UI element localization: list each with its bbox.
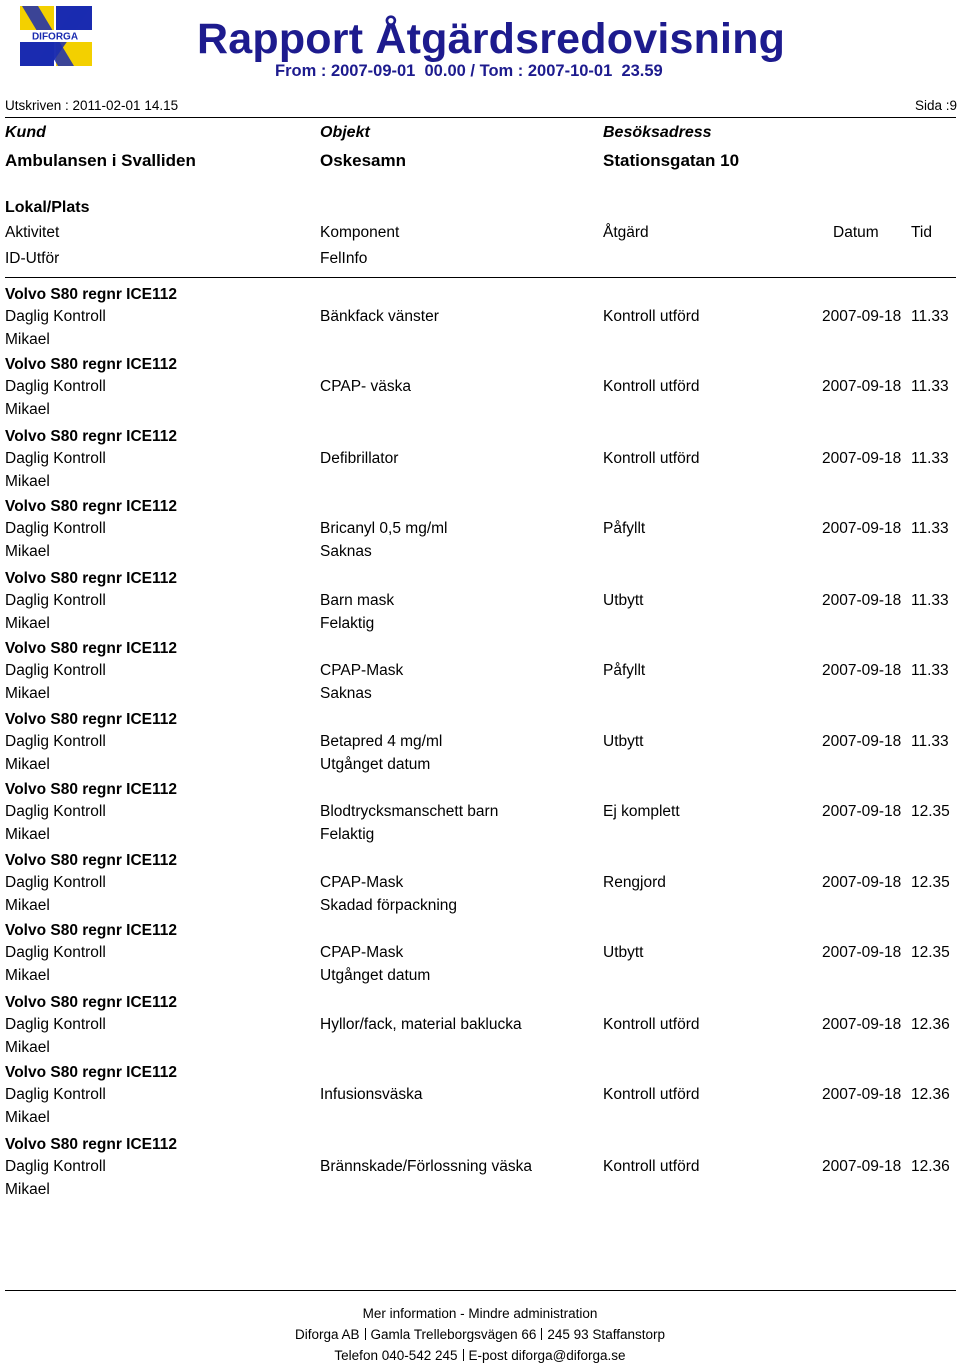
footer-separator xyxy=(463,1349,464,1361)
row-datum: 2007-09-18 xyxy=(822,662,902,679)
row-lokal: Volvo S80 regnr ICE112 xyxy=(5,1136,178,1153)
col-datum: Datum xyxy=(833,224,879,241)
row-komponent: Bänkfack vänster xyxy=(320,308,439,325)
row-datum: 2007-09-18 xyxy=(822,803,902,820)
row-datum: 2007-09-18 xyxy=(822,308,902,325)
footer-slogan: Mer information - Mindre administration xyxy=(362,1306,598,1321)
row-atgard: Kontroll utförd xyxy=(603,1158,700,1175)
footer-address xyxy=(0,1327,960,1342)
row-utfor: Mikael xyxy=(5,967,50,984)
footer-phone: Telefon 040-542 245 xyxy=(334,1348,458,1363)
row-lokal: Volvo S80 regnr ICE112 xyxy=(5,570,178,587)
row-komponent: Blodtrycksmanschett barn xyxy=(320,803,499,820)
row-komponent: CPAP- väska xyxy=(320,378,412,395)
row-utfor: Mikael xyxy=(5,1109,50,1126)
printed-date: Utskriven : 2011-02-01 14.15 xyxy=(5,98,179,113)
col-id-utfor: ID-Utför xyxy=(5,250,60,267)
row-aktivitet: Daglig Kontroll xyxy=(5,308,106,325)
to-label: Tom : xyxy=(479,62,524,80)
row-tid: 12.35 xyxy=(911,874,950,891)
row-tid: 11.33 xyxy=(911,662,949,679)
row-atgard: Kontroll utförd xyxy=(603,378,700,395)
row-tid: 12.35 xyxy=(911,944,950,961)
row-utfor: Mikael xyxy=(5,826,50,843)
row-aktivitet: Daglig Kontroll xyxy=(5,803,106,820)
report-title: Rapport Åtgärdsredovisning xyxy=(197,15,786,63)
row-utfor: Mikael xyxy=(5,543,50,560)
row-datum: 2007-09-18 xyxy=(822,944,902,961)
row-datum: 2007-09-18 xyxy=(822,1086,902,1103)
row-aktivitet: Daglig Kontroll xyxy=(5,520,106,537)
row-lokal: Volvo S80 regnr ICE112 xyxy=(5,356,178,373)
row-atgard: Utbytt xyxy=(603,592,644,609)
row-tid: 11.33 xyxy=(911,308,949,325)
row-datum: 2007-09-18 xyxy=(822,450,902,467)
to-value: 2007-10-01 23.59 xyxy=(527,62,663,80)
row-utfor: Mikael xyxy=(5,331,50,348)
row-lokal: Volvo S80 regnr ICE112 xyxy=(5,852,178,869)
row-felinfo: Skadad förpackning xyxy=(320,897,458,914)
row-felinfo: Felaktig xyxy=(320,615,375,632)
row-atgard: Utbytt xyxy=(603,733,644,750)
row-atgard: Rengjord xyxy=(603,874,666,891)
date-range xyxy=(275,62,663,81)
row-komponent: Bricanyl 0,5 mg/ml xyxy=(320,520,448,537)
row-atgard: Kontroll utförd xyxy=(603,1016,700,1033)
adress-value: Stationsgatan 10 xyxy=(603,151,740,170)
row-tid: 11.33 xyxy=(911,450,949,467)
row-lokal: Volvo S80 regnr ICE112 xyxy=(5,498,178,515)
row-tid: 11.33 xyxy=(911,378,949,395)
row-komponent: Hyllor/fack, material baklucka xyxy=(320,1016,522,1033)
row-tid: 12.36 xyxy=(911,1158,950,1175)
col-aktivitet: Aktivitet xyxy=(5,224,60,241)
row-komponent: CPAP-Mask xyxy=(320,662,404,679)
row-aktivitet: Daglig Kontroll xyxy=(5,874,106,891)
page-number: Sida :9 xyxy=(914,98,957,113)
row-lokal: Volvo S80 regnr ICE112 xyxy=(5,922,178,939)
row-datum: 2007-09-18 xyxy=(822,1016,902,1033)
footer-street: Gamla Trelleborgsvägen 66 xyxy=(370,1327,537,1342)
diforga-logo xyxy=(14,4,96,68)
footer-postal: 245 93 Staffanstorp xyxy=(547,1327,665,1342)
row-tid: 12.36 xyxy=(911,1016,950,1033)
row-tid: 11.33 xyxy=(911,520,949,537)
row-felinfo: Felaktig xyxy=(320,826,375,843)
from-label: From : xyxy=(275,62,327,80)
row-tid: 12.36 xyxy=(911,1086,950,1103)
col-tid: Tid xyxy=(911,224,932,241)
from-value: 2007-09-01 00.00 xyxy=(330,62,466,80)
row-lokal: Volvo S80 regnr ICE112 xyxy=(5,428,178,445)
row-felinfo: Utgånget datum xyxy=(320,967,431,984)
row-utfor: Mikael xyxy=(5,1039,50,1056)
row-utfor: Mikael xyxy=(5,401,50,418)
row-datum: 2007-09-18 xyxy=(822,1158,902,1175)
row-felinfo: Saknas xyxy=(320,685,372,702)
row-aktivitet: Daglig Kontroll xyxy=(5,944,106,961)
row-lokal: Volvo S80 regnr ICE112 xyxy=(5,711,178,728)
row-komponent: Defibrillator xyxy=(320,450,399,467)
footer-rule xyxy=(5,1290,956,1291)
row-atgard: Påfyllt xyxy=(603,520,646,537)
row-atgard: Kontroll utförd xyxy=(603,450,700,467)
row-datum: 2007-09-18 xyxy=(822,520,902,537)
row-atgard: Utbytt xyxy=(603,944,644,961)
row-tid: 11.33 xyxy=(911,733,949,750)
row-tid: 11.33 xyxy=(911,592,949,609)
row-utfor: Mikael xyxy=(5,897,50,914)
kund-value: Ambulansen i Svalliden xyxy=(5,151,196,170)
range-separator: / xyxy=(470,62,475,80)
row-utfor: Mikael xyxy=(5,1181,50,1198)
row-atgard: Kontroll utförd xyxy=(603,308,700,325)
footer-separator xyxy=(541,1328,542,1340)
row-komponent: CPAP-Mask xyxy=(320,944,404,961)
row-aktivitet: Daglig Kontroll xyxy=(5,592,106,609)
footer-separator xyxy=(365,1328,366,1340)
row-lokal: Volvo S80 regnr ICE112 xyxy=(5,286,178,303)
row-utfor: Mikael xyxy=(5,473,50,490)
row-aktivitet: Daglig Kontroll xyxy=(5,733,106,750)
logo-text: DIFORGA xyxy=(31,31,79,43)
row-lokal: Volvo S80 regnr ICE112 xyxy=(5,781,178,798)
col-komponent: Komponent xyxy=(320,224,400,241)
adress-label: Besöksadress xyxy=(603,124,712,141)
kund-label: Kund xyxy=(5,124,46,141)
row-atgard: Ej komplett xyxy=(603,803,680,820)
top-rule xyxy=(5,117,956,118)
col-felinfo: FelInfo xyxy=(320,250,368,267)
row-lokal: Volvo S80 regnr ICE112 xyxy=(5,994,178,1011)
row-felinfo: Utgånget datum xyxy=(320,756,431,773)
row-tid: 12.35 xyxy=(911,803,950,820)
row-utfor: Mikael xyxy=(5,756,50,773)
objekt-value: Oskesamn xyxy=(320,151,406,170)
footer-email: E-post diforga@diforga.se xyxy=(468,1348,626,1363)
objekt-label: Objekt xyxy=(320,124,370,141)
row-datum: 2007-09-18 xyxy=(822,874,902,891)
col-lokal: Lokal/Plats xyxy=(5,199,90,216)
row-utfor: Mikael xyxy=(5,615,50,632)
footer-contact xyxy=(0,1348,960,1363)
row-aktivitet: Daglig Kontroll xyxy=(5,1016,106,1033)
row-utfor: Mikael xyxy=(5,685,50,702)
row-komponent: CPAP-Mask xyxy=(320,874,404,891)
row-lokal: Volvo S80 regnr ICE112 xyxy=(5,640,178,657)
header-rule xyxy=(5,277,956,278)
row-komponent: Barn mask xyxy=(320,592,395,609)
row-aktivitet: Daglig Kontroll xyxy=(5,1086,106,1103)
row-lokal: Volvo S80 regnr ICE112 xyxy=(5,1064,178,1081)
row-aktivitet: Daglig Kontroll xyxy=(5,1158,106,1175)
row-felinfo: Saknas xyxy=(320,543,372,560)
row-aktivitet: Daglig Kontroll xyxy=(5,450,106,467)
footer-company: Diforga AB xyxy=(295,1327,360,1342)
row-datum: 2007-09-18 xyxy=(822,378,902,395)
row-komponent: Brännskade/Förlossning väska xyxy=(320,1158,532,1175)
row-atgard: Kontroll utförd xyxy=(603,1086,700,1103)
row-atgard: Påfyllt xyxy=(603,662,646,679)
row-komponent: Betapred 4 mg/ml xyxy=(320,733,443,750)
col-atgard: Åtgärd xyxy=(603,224,649,241)
row-datum: 2007-09-18 xyxy=(822,592,902,609)
row-komponent: Infusionsväska xyxy=(320,1086,423,1103)
row-aktivitet: Daglig Kontroll xyxy=(5,662,106,679)
row-datum: 2007-09-18 xyxy=(822,733,902,750)
row-aktivitet: Daglig Kontroll xyxy=(5,378,106,395)
